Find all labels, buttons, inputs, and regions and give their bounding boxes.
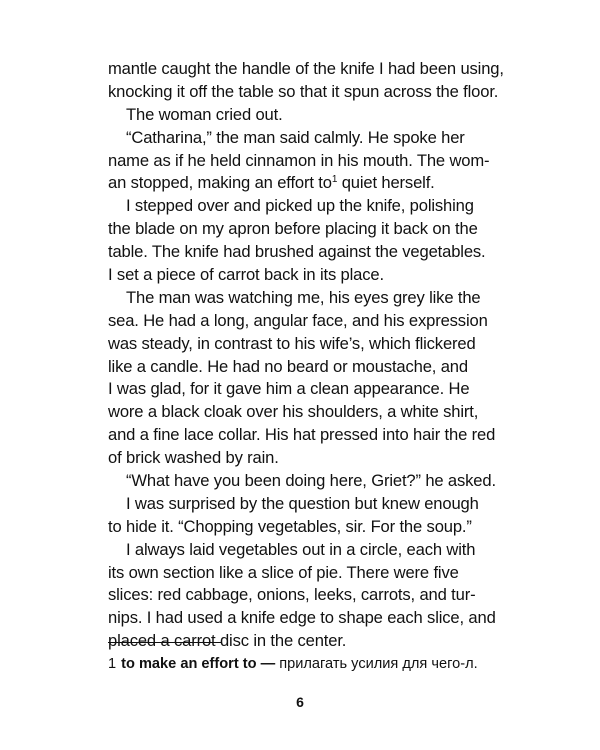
text-line-content: like a candle. He had no beard or moustache, and <box>108 356 468 376</box>
footnote-term: to make an effort to — <box>121 656 276 672</box>
text-line <box>108 607 498 630</box>
text-line <box>108 241 498 264</box>
body-text <box>108 58 504 653</box>
text-line <box>108 81 498 104</box>
text-line <box>108 516 498 539</box>
text-line <box>108 333 498 356</box>
footnote-reference: 1 <box>331 174 338 186</box>
text-line-content: and a fine lace collar. His hat pressed into hair the red <box>108 425 496 445</box>
text-line <box>108 264 498 287</box>
text-line <box>108 493 498 516</box>
text-line-content: I always laid vegetables out in a circle, each with <box>126 539 476 559</box>
text-line <box>108 356 498 379</box>
text-line-content: of brick washed by rain. <box>108 448 279 468</box>
text-line <box>108 172 498 195</box>
page-body <box>108 58 504 653</box>
text-line <box>108 150 498 173</box>
text-line-content: nips. I had used a knife edge to shape each slice, and <box>108 608 496 628</box>
text-line-content: to hide it. “Chopping vegetables, sir. For the soup.” <box>108 516 472 536</box>
text-line-content: “Catharina,” the man said calmly. He spoke her <box>126 127 465 147</box>
text-line-content: The woman cried out. <box>126 104 283 124</box>
text-line-content: the blade on my apron before placing it back on the <box>108 219 478 239</box>
text-line-content: was steady, in contrast to his wife’s, which flickered <box>108 333 476 353</box>
footnote-translation: прилагать усилия для чего-л. <box>275 656 478 672</box>
text-line-content: placed a carrot disc in the center. <box>108 631 347 651</box>
text-line <box>108 401 498 424</box>
text-line <box>108 195 498 218</box>
text-line <box>108 470 498 493</box>
text-line <box>108 127 498 150</box>
text-line <box>108 539 498 562</box>
text-line <box>108 424 498 447</box>
footnote <box>108 654 500 674</box>
text-line-content: wore a black cloak over his shoulders, a white shirt, <box>108 402 479 422</box>
text-line-content: name as if he held cinnamon in his mouth. The wom- <box>108 150 490 170</box>
text-line-content: mantle caught the handle of the knife I had been using, <box>108 59 504 78</box>
page-number: 6 <box>296 694 304 710</box>
text-line-content: an stopped, making an effort to <box>108 173 332 193</box>
text-line-content: table. The knife had brushed against the vegetables. <box>108 242 486 262</box>
text-line <box>108 562 498 585</box>
footnote-marker: 1 <box>108 656 117 672</box>
text-line-continuation: quiet herself. <box>337 173 435 193</box>
text-line <box>108 378 498 401</box>
text-line-content: knocking it off the table so that it spun across the floor. <box>108 81 499 101</box>
text-line <box>108 584 498 607</box>
footnote-separator <box>108 642 222 643</box>
text-line-content: its own section like a slice of pie. There were five <box>108 562 459 582</box>
text-line <box>108 104 498 127</box>
text-line-content: I was surprised by the question but knew enough <box>126 493 479 513</box>
text-line-content: “What have you been doing here, Griet?” he asked. <box>126 471 496 491</box>
text-line <box>108 287 498 310</box>
text-line <box>108 58 504 81</box>
text-line <box>108 218 498 241</box>
text-line-content: The man was watching me, his eyes grey like the <box>126 287 481 307</box>
text-line-content: I stepped over and picked up the knife, polishing <box>126 196 474 216</box>
text-line-content: I was glad, for it gave him a clean appearance. He <box>108 379 470 399</box>
text-line-content: sea. He had a long, angular face, and his expression <box>108 310 488 330</box>
text-line <box>108 310 498 333</box>
text-line-content: I set a piece of carrot back in its place. <box>108 265 384 285</box>
text-line-content: slices: red cabbage, onions, leeks, carrots, and tur- <box>108 585 476 605</box>
text-line <box>108 447 498 470</box>
